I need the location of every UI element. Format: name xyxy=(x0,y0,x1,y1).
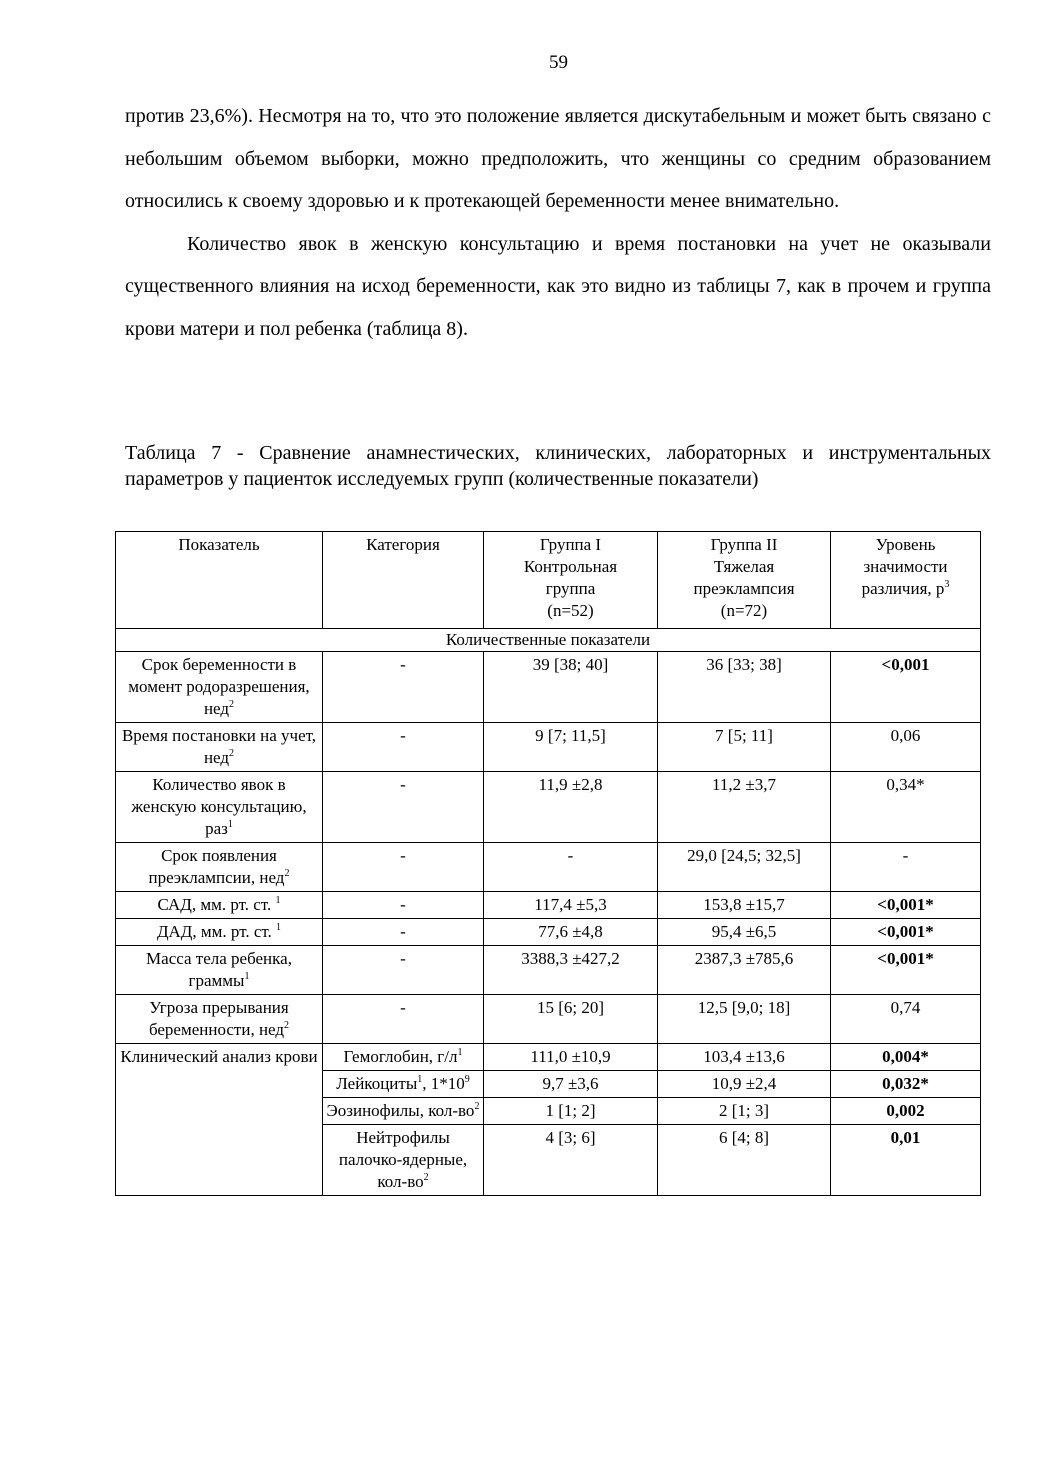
cell-category: Нейтрофилы палочко-ядерные, кол-$во^2$ xyxy=(323,1125,484,1196)
body-text xyxy=(125,95,991,350)
cell-indicator: Срок беременности в момент родоразрешения, нед$^2$ xyxy=(116,652,323,723)
cell-significance: <0,001 xyxy=(831,652,981,723)
cell-group2: 103,4 ±13,6 xyxy=(658,1044,831,1071)
page-number: 59 xyxy=(549,52,568,73)
cell-group1: 11,9 ±2,8 xyxy=(484,772,658,843)
section-title: Количественные показатели xyxy=(116,629,981,652)
cell-group1: 39 [38; 40] xyxy=(484,652,658,723)
cell-indicator: Клинический анализ крови xyxy=(116,1044,323,1196)
cell-significance: <0,001* xyxy=(831,892,981,919)
cell-group2: 11,2 ±3,7 xyxy=(658,772,831,843)
cell-category: - xyxy=(323,772,484,843)
cell-group1: - xyxy=(484,843,658,892)
table-row xyxy=(116,919,981,946)
cell-group2: 36 [33; 38] xyxy=(658,652,831,723)
table-row xyxy=(116,652,981,723)
cell-indicator: Масса тела ребенка, граммы$^1$ xyxy=(116,946,323,995)
table-row xyxy=(116,892,981,919)
cell-group1: 9 [7; 11,5] xyxy=(484,723,658,772)
cell-significance: 0,032* xyxy=(831,1071,981,1098)
cell-group2: 29,0 [24,5; 32,5] xyxy=(658,843,831,892)
cell-indicator: Количество явок в женскую консультацию, раз$^1$ xyxy=(116,772,323,843)
cell-significance: 0,01 xyxy=(831,1125,981,1196)
cell-category: - xyxy=(323,843,484,892)
cell-significance: 0,002 xyxy=(831,1098,981,1125)
cell-group1: 1 [1; 2] xyxy=(484,1098,658,1125)
cell-indicator: ДАД, мм. рт. ст. $^1$ xyxy=(116,919,323,946)
table-row xyxy=(116,946,981,995)
paragraph: Количество явок в женскую консультацию и время постановки на учет не оказывали существенного влияния на исход беременности, как это видно из таблицы 7, как в прочем и группа крови матери и пол ребенка (таблица 8). xyxy=(125,232,991,340)
cell-group2: 153,8 ±15,7 xyxy=(658,892,831,919)
cell-group1: 9,7 ±3,6 xyxy=(484,1071,658,1098)
header-significance: Уровень значимости различия, $р^3$ xyxy=(831,532,981,629)
cell-significance: 0,34* xyxy=(831,772,981,843)
table-row xyxy=(116,723,981,772)
cell-group1: 117,4 ±5,3 xyxy=(484,892,658,919)
cell-category: - xyxy=(323,892,484,919)
cell-significance: - xyxy=(831,843,981,892)
header-group1: Группа I Контрольная группа (n=52) xyxy=(484,532,658,629)
cell-category: - xyxy=(323,995,484,1044)
cell-significance: 0,06 xyxy=(831,723,981,772)
cell-group2: 6 [4; 8] xyxy=(658,1125,831,1196)
cell-indicator: Угроза прерывания беременности, нед$^2$ xyxy=(116,995,323,1044)
cell-group1: 111,0 ±10,9 xyxy=(484,1044,658,1071)
cell-category: Гемоглобин, $г/л^1$ xyxy=(323,1044,484,1071)
cell-group2: 2387,3 ±785,6 xyxy=(658,946,831,995)
cell-significance: 0,004* xyxy=(831,1044,981,1071)
cell-category: - xyxy=(323,652,484,723)
cell-indicator: Время постановки на учет, нед$^2$ xyxy=(116,723,323,772)
cell-category: - xyxy=(323,919,484,946)
header-group2: Группа II Тяжелая преэклампсия (n=72) xyxy=(658,532,831,629)
cell-category: - xyxy=(323,946,484,995)
cell-indicator: Срок появления преэклампсии, нед$^2$ xyxy=(116,843,323,892)
cell-group2: 10,9 ±2,4 xyxy=(658,1071,831,1098)
table-row xyxy=(116,995,981,1044)
cell-significance: <0,001* xyxy=(831,919,981,946)
cell-indicator: САД, мм. рт. ст. $^1$ xyxy=(116,892,323,919)
cell-significance: 0,74 xyxy=(831,995,981,1044)
cell-group2: 7 [5; 11] xyxy=(658,723,831,772)
cell-group1: 4 [3; 6] xyxy=(484,1125,658,1196)
cell-group2: 95,4 ±6,5 xyxy=(658,919,831,946)
header-category: Категория xyxy=(323,532,484,629)
table-row xyxy=(116,1044,981,1071)
section-row xyxy=(116,629,981,652)
header-indicator: Показатель xyxy=(116,532,323,629)
cell-group2: 12,5 [9,0; 18] xyxy=(658,995,831,1044)
cell-group2: 2 [1; 3] xyxy=(658,1098,831,1125)
table-row xyxy=(116,843,981,892)
cell-group1: 15 [6; 20] xyxy=(484,995,658,1044)
table-row xyxy=(116,772,981,843)
cell-group1: 3388,3 ±427,2 xyxy=(484,946,658,995)
table-caption: Таблица 7 - Сравнение анамнестических, клинических, лабораторных и инструментальных параметров у пациенток исследуемых групп (количественные показатели) xyxy=(125,442,991,490)
cell-category: Лейкоциты$^1$, $1*10^9$ xyxy=(323,1071,484,1098)
cell-group1: 77,6 ±4,8 xyxy=(484,919,658,946)
cell-category: Эозинофилы, кол-$во^2$ xyxy=(323,1098,484,1125)
data-table xyxy=(115,531,981,1196)
table-header-row xyxy=(116,532,981,629)
paragraph: против 23,6%). Несмотря на то, что это положение является дискутабельным и может быть связано с небольшим объемом выборки, можно предположить, что женщины со средним образованием относились к своему здоровью и к протекающей беременности менее внимательно. xyxy=(125,105,991,212)
cell-category: - xyxy=(323,723,484,772)
cell-significance: <0,001* xyxy=(831,946,981,995)
